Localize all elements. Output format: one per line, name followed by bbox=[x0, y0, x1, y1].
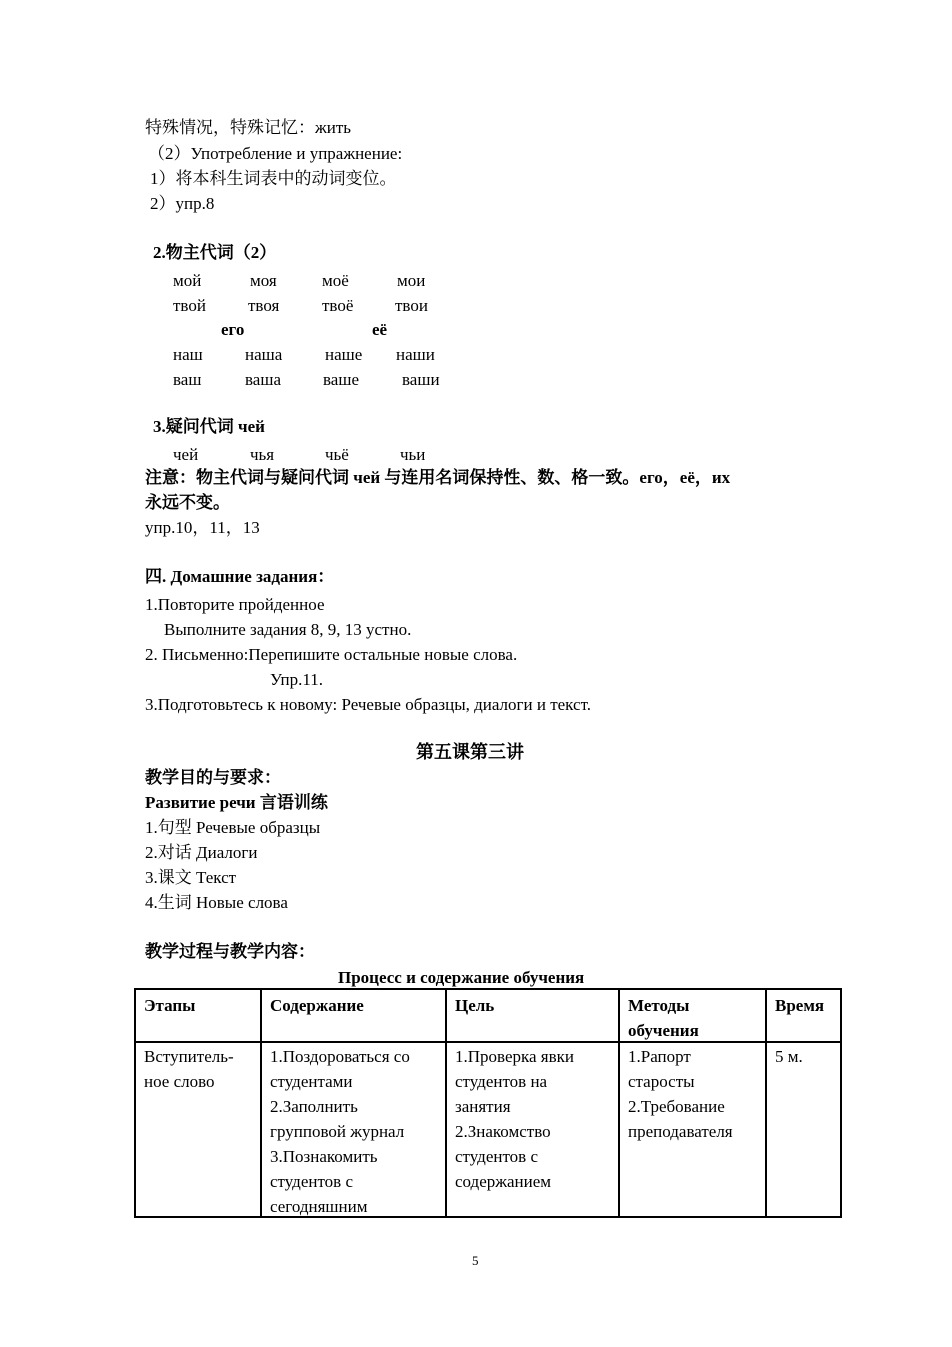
process-heading: 教学过程与教学内容： bbox=[145, 942, 315, 961]
pronoun-cell: твой bbox=[173, 296, 206, 315]
table-col-divider bbox=[618, 988, 620, 1218]
pronoun-cell: ваши bbox=[402, 370, 440, 389]
pronoun-cell: твоё bbox=[322, 296, 354, 315]
section-3-title: 3.疑问代词 чей bbox=[153, 417, 265, 436]
pronoun-cell: наши bbox=[396, 345, 435, 364]
goal-heading: 教学目的与要求： bbox=[145, 768, 281, 787]
table-border-top bbox=[134, 988, 842, 990]
table-header-cell: Этапы bbox=[144, 996, 196, 1015]
homework-line-5: 3.Подготовьтесь к новому: Речевые образцы, диалоги и текст. bbox=[145, 695, 591, 714]
pronoun-cell: его bbox=[221, 320, 245, 339]
section-2-title: 2.物主代词（2） bbox=[153, 243, 277, 262]
pronoun-cell: её bbox=[372, 320, 388, 339]
lesson-item: 4.生词 Новые слова bbox=[145, 893, 288, 912]
lesson-title: 第五课第三讲 bbox=[416, 742, 524, 762]
table-header-cell: Цель bbox=[455, 996, 495, 1015]
intro-line-2: （2）Употребление и упражнение: bbox=[148, 144, 403, 163]
table-border-right bbox=[840, 988, 842, 1218]
table-header-divider bbox=[134, 1041, 842, 1043]
table-caption: Процесс и содержание обучения bbox=[338, 968, 585, 987]
homework-line-2: Выполните задания 8, 9, 13 устно. bbox=[164, 620, 412, 639]
table-header-cell: Содержание bbox=[270, 996, 364, 1015]
lesson-item: 2.对话 Диалоги bbox=[145, 843, 258, 862]
pronoun-cell: чья bbox=[250, 445, 275, 464]
pronoun-cell: чьи bbox=[400, 445, 426, 464]
table-cell: 1.Поздороваться со студентами 2.Заполнить групповой журнал 3.Познакомить студентов с сегодняшним bbox=[270, 1047, 410, 1216]
intro-line-4: 2）упр.8 bbox=[150, 194, 215, 213]
pronoun-cell: чьё bbox=[325, 445, 349, 464]
pronoun-cell: мой bbox=[173, 271, 202, 290]
pronoun-cell: твои bbox=[395, 296, 428, 315]
homework-title: 四. Домашние задания： bbox=[145, 567, 335, 586]
homework-line-4: Упр.11. bbox=[270, 670, 324, 689]
pronoun-cell: чей bbox=[173, 445, 199, 464]
table-cell: 1.Рапорт старосты 2.Требование преподавателя bbox=[628, 1047, 733, 1141]
homework-line-3: 2. Письменно:Перепишите остальные новые слова. bbox=[145, 645, 518, 664]
exercise-line: упр.10，11，13 bbox=[145, 518, 260, 537]
table-border-left bbox=[134, 988, 136, 1218]
pronoun-cell: мои bbox=[397, 271, 426, 290]
pronoun-cell: ваше bbox=[323, 370, 359, 389]
homework-line-1: 1.Повторите пройденное bbox=[145, 595, 325, 614]
table-col-divider bbox=[260, 988, 262, 1218]
pronoun-cell: моя bbox=[250, 271, 277, 290]
table-col-divider bbox=[445, 988, 447, 1218]
intro-line-1: 特殊情况，特殊记忆：жить bbox=[145, 118, 352, 137]
table-cell: 1.Проверка явки студентов на занятия 2.Знакомство студентов с содержанием bbox=[455, 1047, 574, 1191]
note-line-1: 注意：物主代词与疑问代词 чей 与连用名词保持性、数、格一致。его，её，их bbox=[145, 468, 731, 487]
pronoun-cell: моё bbox=[322, 271, 349, 290]
table-header-cell: Методы обучения bbox=[628, 996, 699, 1040]
lesson-item: 1.句型 Речевые образцы bbox=[145, 818, 321, 837]
table-header-cell: Время bbox=[775, 996, 825, 1015]
pronoun-cell: твоя bbox=[248, 296, 280, 315]
table-cell: Вступитель- ное слово bbox=[144, 1047, 234, 1091]
pronoun-cell: ваш bbox=[173, 370, 202, 389]
pronoun-cell: наш bbox=[173, 345, 203, 364]
table-col-divider bbox=[765, 988, 767, 1218]
page-number: 5 bbox=[472, 1253, 479, 1268]
pronoun-cell: наша bbox=[245, 345, 283, 364]
pronoun-cell: ваша bbox=[245, 370, 281, 389]
table-cell: 5 м. bbox=[775, 1047, 803, 1066]
pronoun-cell: наше bbox=[325, 345, 363, 364]
intro-line-3: 1）将本科生词表中的动词变位。 bbox=[150, 169, 397, 188]
note-line-2: 永远不变。 bbox=[145, 493, 230, 512]
lesson-item: 3.课文 Текст bbox=[145, 868, 237, 887]
table-border-bottom bbox=[134, 1216, 842, 1218]
speech-heading: Развитие речи 言语训练 bbox=[145, 793, 328, 812]
